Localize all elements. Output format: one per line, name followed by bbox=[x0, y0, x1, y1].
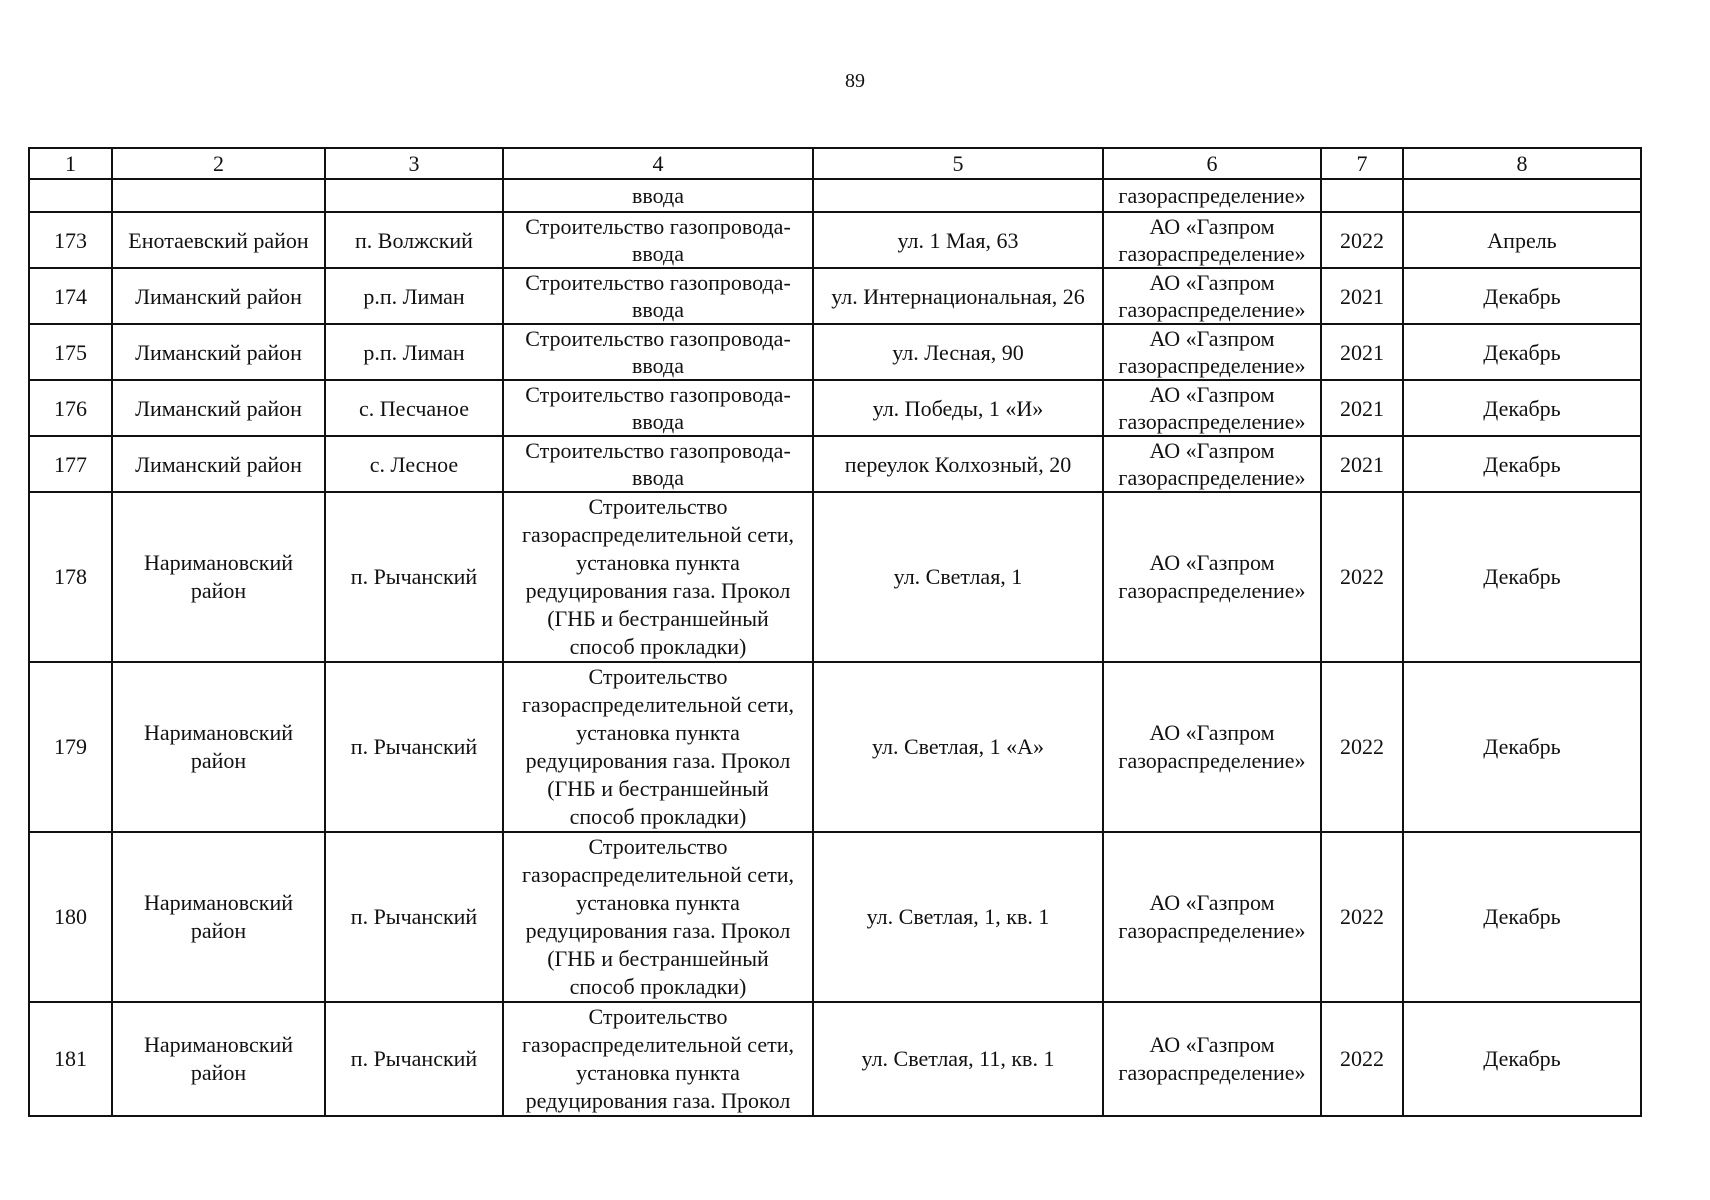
work-description-cell-line: способ прокладки) bbox=[569, 804, 747, 829]
work-description-cell bbox=[503, 492, 813, 662]
address-cell: ул. Интернациональная, 26 bbox=[813, 268, 1103, 324]
organization-cell-line: газораспределение» bbox=[1118, 748, 1306, 773]
year-cell: 2021 bbox=[1321, 268, 1403, 324]
work-description-cell-line: ввода bbox=[632, 353, 684, 378]
organization-cell-line: АО «Газпром bbox=[1149, 270, 1275, 295]
organization-cell bbox=[1103, 380, 1321, 436]
settlement-cell: р.п. Лиман bbox=[325, 324, 503, 380]
work-description-cell-line: установка пункта bbox=[576, 1060, 740, 1085]
header-col-6: 6 bbox=[1103, 148, 1321, 179]
month-cell: Декабрь bbox=[1403, 1002, 1641, 1116]
row-number: 179 bbox=[29, 662, 112, 832]
district-cell-line: район bbox=[190, 918, 247, 943]
address-cell: ул. Светлая, 11, кв. 1 bbox=[813, 1002, 1103, 1116]
work-description-cell-line: ввода bbox=[632, 297, 684, 322]
month-cell: Декабрь bbox=[1403, 662, 1641, 832]
organization-cell-line: газораспределение» bbox=[1118, 297, 1306, 322]
work-description-cell-line: редуцирования газа. Прокол bbox=[525, 1088, 791, 1113]
work-description-cell-line: редуцирования газа. Прокол bbox=[525, 748, 791, 773]
organization-cell-line: газораспределение» bbox=[1118, 241, 1306, 266]
month-cell: Апрель bbox=[1403, 212, 1641, 268]
header-col-4: 4 bbox=[503, 148, 813, 179]
settlement-cell: с. Песчаное bbox=[325, 380, 503, 436]
work-description-cell-line: ввода bbox=[632, 241, 684, 266]
cont-cell-2 bbox=[112, 179, 325, 212]
work-description-cell-line: (ГНБ и бестраншейный bbox=[547, 606, 769, 631]
row-number: 180 bbox=[29, 832, 112, 1002]
work-description-cell-line: Строительство газопровода- bbox=[525, 326, 791, 351]
cont-cell-7 bbox=[1321, 179, 1403, 212]
settlement-cell: п. Рычанский bbox=[325, 832, 503, 1002]
month-cell: Декабрь bbox=[1403, 324, 1641, 380]
address-cell: ул. Победы, 1 «И» bbox=[813, 380, 1103, 436]
header-col-8: 8 bbox=[1403, 148, 1641, 179]
cont-cell-4: ввода bbox=[503, 179, 813, 212]
organization-cell-line: АО «Газпром bbox=[1149, 438, 1275, 463]
organization-cell bbox=[1103, 268, 1321, 324]
organization-cell-line: газораспределение» bbox=[1118, 465, 1306, 490]
work-description-cell-line: Строительство bbox=[588, 664, 728, 689]
cont-cell-3 bbox=[325, 179, 503, 212]
continuation-row bbox=[29, 179, 1641, 212]
district-cell-line: Наримановский bbox=[144, 890, 293, 915]
row-number: 176 bbox=[29, 380, 112, 436]
work-description-cell bbox=[503, 436, 813, 492]
organization-cell-line: АО «Газпром bbox=[1149, 326, 1275, 351]
work-description-cell-line: ввода bbox=[632, 409, 684, 434]
cont-cell-6: газораспределение» bbox=[1103, 179, 1321, 212]
organization-cell-line: АО «Газпром bbox=[1149, 382, 1275, 407]
cont-cell-5 bbox=[813, 179, 1103, 212]
row-number: 177 bbox=[29, 436, 112, 492]
work-description-cell bbox=[503, 324, 813, 380]
year-cell: 2021 bbox=[1321, 380, 1403, 436]
work-description-cell bbox=[503, 832, 813, 1002]
work-description-cell-line: установка пункта bbox=[576, 550, 740, 575]
organization-cell-line: АО «Газпром bbox=[1149, 890, 1275, 915]
work-description-cell-line: (ГНБ и бестраншейный bbox=[547, 776, 769, 801]
work-description-cell-line: Строительство газопровода- bbox=[525, 270, 791, 295]
settlement-cell: п. Рычанский bbox=[325, 492, 503, 662]
address-cell: ул. Светлая, 1 «А» bbox=[813, 662, 1103, 832]
work-description-cell bbox=[503, 380, 813, 436]
header-row bbox=[29, 148, 1641, 179]
district-cell: Лиманский район bbox=[112, 436, 325, 492]
settlement-cell: п. Рычанский bbox=[325, 1002, 503, 1116]
settlement-cell: п. Волжский bbox=[325, 212, 503, 268]
year-cell: 2022 bbox=[1321, 832, 1403, 1002]
table-row bbox=[29, 832, 1641, 1002]
year-cell: 2021 bbox=[1321, 436, 1403, 492]
table-row bbox=[29, 380, 1641, 436]
page-number: 89 bbox=[845, 70, 865, 92]
work-description-cell-line: установка пункта bbox=[576, 720, 740, 745]
district-cell: Лиманский район bbox=[112, 380, 325, 436]
organization-cell bbox=[1103, 436, 1321, 492]
cont-cell-8 bbox=[1403, 179, 1641, 212]
organization-cell bbox=[1103, 212, 1321, 268]
header-col-3: 3 bbox=[325, 148, 503, 179]
header-col-5: 5 bbox=[813, 148, 1103, 179]
header-col-1: 1 bbox=[29, 148, 112, 179]
row-number: 175 bbox=[29, 324, 112, 380]
organization-cell-line: АО «Газпром bbox=[1149, 550, 1275, 575]
table-row bbox=[29, 1002, 1641, 1116]
work-description-cell-line: Строительство bbox=[588, 494, 728, 519]
district-cell-line: Наримановский bbox=[144, 1032, 293, 1057]
organization-cell bbox=[1103, 832, 1321, 1002]
organization-cell bbox=[1103, 662, 1321, 832]
district-cell: Лиманский район bbox=[112, 324, 325, 380]
district-cell: Лиманский район bbox=[112, 268, 325, 324]
settlement-cell: р.п. Лиман bbox=[325, 268, 503, 324]
work-description-cell-line: редуцирования газа. Прокол bbox=[525, 578, 791, 603]
district-cell-line: Наримановский bbox=[144, 720, 293, 745]
schedule-table bbox=[28, 147, 1642, 1117]
year-cell: 2022 bbox=[1321, 212, 1403, 268]
work-description-cell-line: Строительство bbox=[588, 1004, 728, 1029]
district-cell-line: район bbox=[190, 1060, 247, 1085]
table-body bbox=[29, 179, 1641, 1116]
work-description-cell-line: Строительство bbox=[588, 834, 728, 859]
settlement-cell: с. Лесное bbox=[325, 436, 503, 492]
year-cell: 2022 bbox=[1321, 492, 1403, 662]
district-cell bbox=[112, 492, 325, 662]
table-row bbox=[29, 212, 1641, 268]
organization-cell-line: газораспределение» bbox=[1118, 918, 1306, 943]
year-cell: 2022 bbox=[1321, 1002, 1403, 1116]
district-cell bbox=[112, 1002, 325, 1116]
year-cell: 2021 bbox=[1321, 324, 1403, 380]
table-row bbox=[29, 662, 1641, 832]
work-description-cell-line: газораспределительной сети, bbox=[522, 692, 794, 717]
organization-cell-line: АО «Газпром bbox=[1149, 1032, 1275, 1057]
table-row bbox=[29, 492, 1641, 662]
cont-cell-1 bbox=[29, 179, 112, 212]
table-row bbox=[29, 324, 1641, 380]
organization-cell bbox=[1103, 1002, 1321, 1116]
row-number: 181 bbox=[29, 1002, 112, 1116]
work-description-cell-line: способ прокладки) bbox=[569, 634, 747, 659]
header-col-2: 2 bbox=[112, 148, 325, 179]
address-cell: ул. Светлая, 1, кв. 1 bbox=[813, 832, 1103, 1002]
district-cell-line: район bbox=[190, 748, 247, 773]
work-description-cell-line: способ прокладки) bbox=[569, 974, 747, 999]
month-cell: Декабрь bbox=[1403, 436, 1641, 492]
district-cell-line: район bbox=[190, 578, 247, 603]
header-col-7: 7 bbox=[1321, 148, 1403, 179]
month-cell: Декабрь bbox=[1403, 380, 1641, 436]
work-description-cell-line: (ГНБ и бестраншейный bbox=[547, 946, 769, 971]
work-description-cell bbox=[503, 268, 813, 324]
organization-cell-line: газораспределение» bbox=[1118, 409, 1306, 434]
work-description-cell-line: Строительство газопровода- bbox=[525, 214, 791, 239]
address-cell: ул. 1 Мая, 63 bbox=[813, 212, 1103, 268]
row-number: 174 bbox=[29, 268, 112, 324]
district-cell bbox=[112, 832, 325, 1002]
address-cell: переулок Колхозный, 20 bbox=[813, 436, 1103, 492]
work-description-cell-line: газораспределительной сети, bbox=[522, 522, 794, 547]
row-number: 173 bbox=[29, 212, 112, 268]
organization-cell bbox=[1103, 492, 1321, 662]
settlement-cell: п. Рычанский bbox=[325, 662, 503, 832]
work-description-cell bbox=[503, 212, 813, 268]
month-cell: Декабрь bbox=[1403, 832, 1641, 1002]
organization-cell-line: АО «Газпром bbox=[1149, 720, 1275, 745]
work-description-cell-line: редуцирования газа. Прокол bbox=[525, 918, 791, 943]
month-cell: Декабрь bbox=[1403, 268, 1641, 324]
address-cell: ул. Светлая, 1 bbox=[813, 492, 1103, 662]
organization-cell bbox=[1103, 324, 1321, 380]
row-number: 178 bbox=[29, 492, 112, 662]
organization-cell-line: газораспределение» bbox=[1118, 353, 1306, 378]
district-cell-line: Наримановский bbox=[144, 550, 293, 575]
work-description-cell-line: газораспределительной сети, bbox=[522, 1032, 794, 1057]
table-row bbox=[29, 436, 1641, 492]
work-description-cell-line: газораспределительной сети, bbox=[522, 862, 794, 887]
year-cell: 2022 bbox=[1321, 662, 1403, 832]
work-description-cell-line: Строительство газопровода- bbox=[525, 382, 791, 407]
organization-cell-line: газораспределение» bbox=[1118, 578, 1306, 603]
organization-cell-line: АО «Газпром bbox=[1149, 214, 1275, 239]
work-description-cell bbox=[503, 1002, 813, 1116]
address-cell: ул. Лесная, 90 bbox=[813, 324, 1103, 380]
month-cell: Декабрь bbox=[1403, 492, 1641, 662]
table-row bbox=[29, 268, 1641, 324]
work-description-cell-line: Строительство газопровода- bbox=[525, 438, 791, 463]
district-cell: Енотаевский район bbox=[112, 212, 325, 268]
work-description-cell bbox=[503, 662, 813, 832]
work-description-cell-line: ввода bbox=[632, 465, 684, 490]
work-description-cell-line: установка пункта bbox=[576, 890, 740, 915]
organization-cell-line: газораспределение» bbox=[1118, 1060, 1306, 1085]
district-cell bbox=[112, 662, 325, 832]
